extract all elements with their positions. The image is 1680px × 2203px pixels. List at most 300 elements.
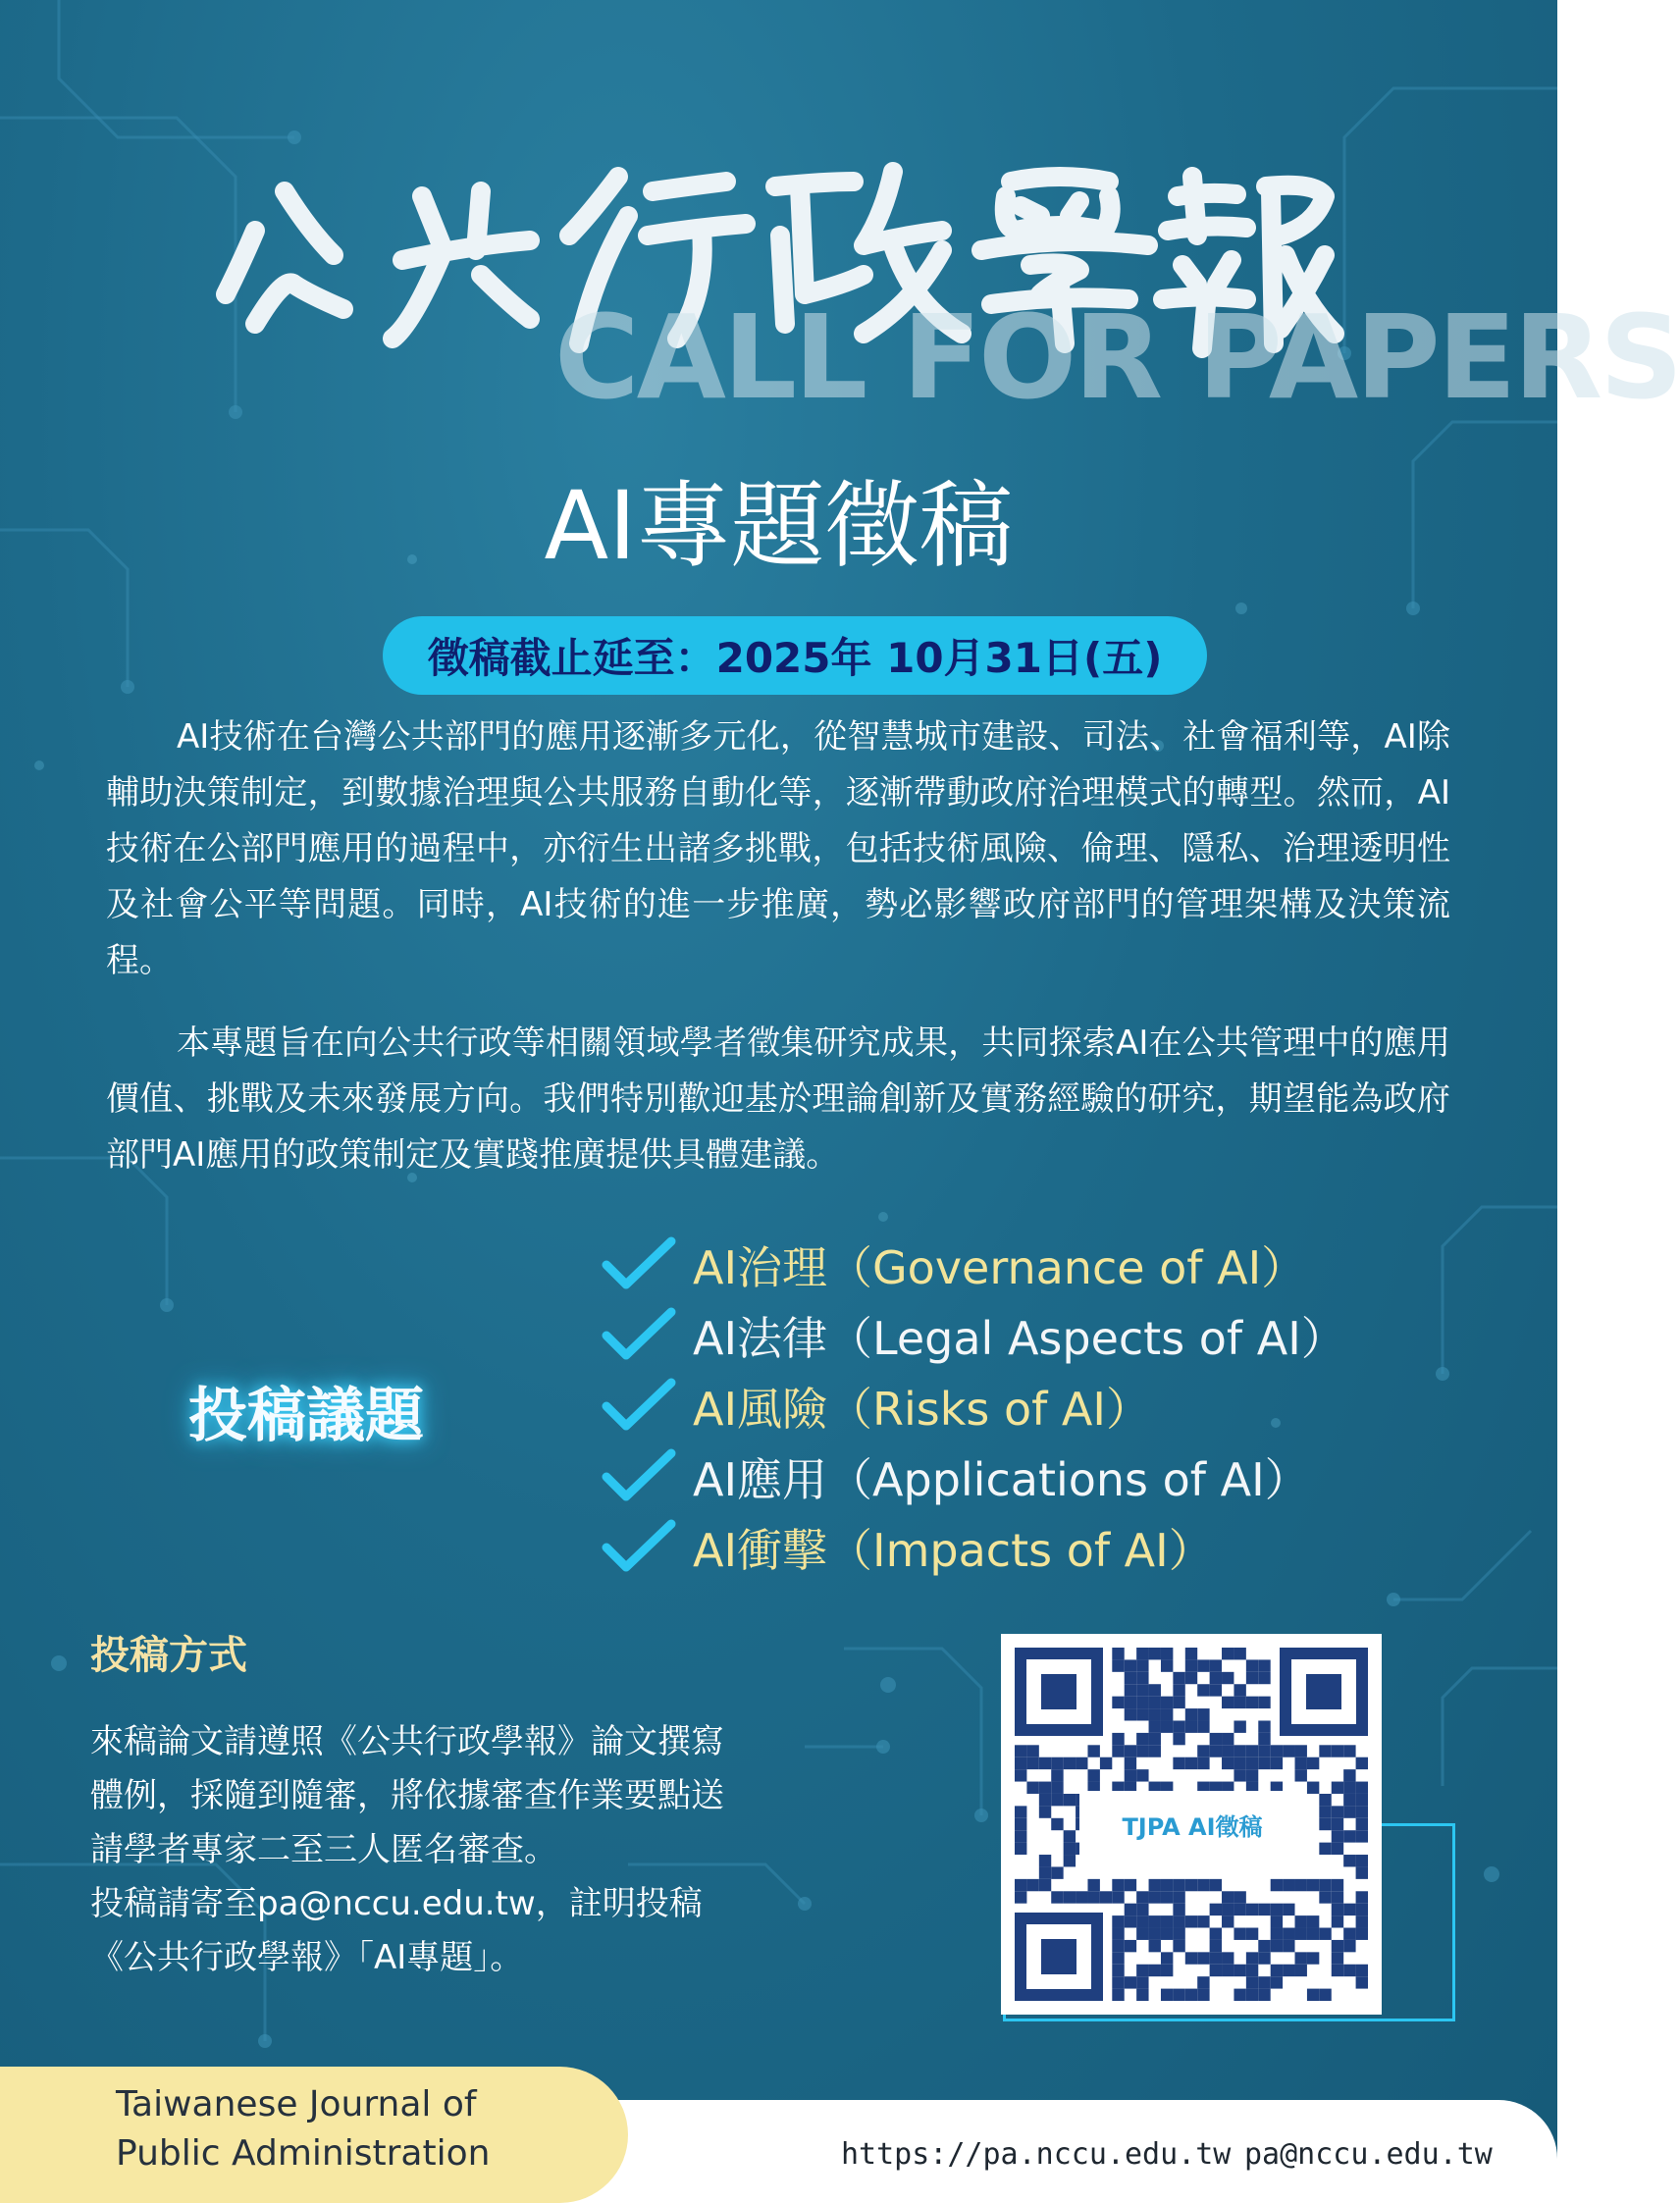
intro-paragraph-1 (106, 709, 1450, 989)
qr-module (1343, 1769, 1355, 1781)
qr-module (1343, 1928, 1355, 1940)
qr-module (1136, 1708, 1148, 1720)
qr-module (1271, 1976, 1283, 1988)
topics-list (601, 1230, 1346, 1583)
qr-module (1051, 1782, 1063, 1794)
qr-module (1234, 1989, 1245, 2001)
qr-module (1271, 1965, 1283, 1976)
qr-module (1222, 1697, 1234, 1708)
qr-module (1332, 1904, 1343, 1915)
website-link[interactable]: https://pa.nccu.edu.tw (841, 2137, 1232, 2172)
qr-module (1149, 1708, 1161, 1720)
qr-module (1125, 1757, 1136, 1769)
qr-module (1258, 1745, 1270, 1757)
qr-module (1271, 1879, 1283, 1891)
qr-module (1332, 1891, 1343, 1903)
qr-module (1112, 1879, 1124, 1891)
qr-module (1307, 1989, 1319, 2001)
qr-module (1125, 1879, 1136, 1891)
journal-name (116, 2080, 490, 2178)
qr-module (1161, 1648, 1173, 1659)
qr-module (1136, 1672, 1148, 1684)
qr-module (1112, 1940, 1124, 1952)
qr-module (1271, 1928, 1283, 1940)
qr-module (1136, 1904, 1148, 1915)
qr-module (1136, 1733, 1148, 1745)
qr-module (1283, 1745, 1294, 1757)
qr-module (1026, 1745, 1038, 1757)
qr-module (1210, 1659, 1222, 1671)
qr-module (1222, 1891, 1234, 1903)
qr-module (1087, 1879, 1099, 1891)
qr-module (1051, 1794, 1063, 1806)
qr-module (1319, 1745, 1331, 1757)
qr-module (1222, 1952, 1234, 1964)
qr-module (1173, 1989, 1184, 2001)
qr-module (1234, 1904, 1245, 1915)
submission-line: 來稿論文請遵照《公共行政學報》論文撰寫 (90, 1722, 724, 1761)
topic-text: AI法律（Legal Aspects of AI） (693, 1312, 1346, 1365)
qr-module (1283, 1940, 1294, 1952)
qr-module (1161, 1659, 1173, 1671)
qr-module (1185, 1708, 1197, 1720)
qr-module (1246, 1672, 1258, 1684)
qr-module (1271, 1915, 1283, 1927)
qr-module (1332, 1830, 1343, 1842)
qr-module (1258, 1659, 1270, 1671)
qr-module (1283, 1965, 1294, 1976)
call-for-papers-heading: CALL FOR PAPERS (554, 289, 1680, 425)
qr-module (1258, 1976, 1270, 1988)
qr-module (1197, 1879, 1209, 1891)
qr-module (1258, 1733, 1270, 1745)
qr-module (1271, 1745, 1283, 1757)
qr-module (1246, 1769, 1258, 1781)
qr-module (1136, 1745, 1148, 1757)
qr-module (1185, 1648, 1197, 1659)
qr-module (1125, 1672, 1136, 1684)
qr-module (1283, 1928, 1294, 1940)
check-icon (601, 1377, 677, 1436)
topics-label: 投稿議題 (188, 1382, 424, 1450)
qr-module (1307, 1782, 1319, 1794)
qr-module (1356, 1830, 1368, 1842)
qr-module (1039, 1782, 1051, 1794)
qr-module (1332, 1965, 1343, 1976)
qr-module (1173, 1757, 1184, 1769)
qr-module (1295, 1928, 1307, 1940)
check-icon (601, 1306, 677, 1365)
qr-module (1136, 1928, 1148, 1940)
qr-module (1064, 1794, 1076, 1806)
qr-module (1234, 1697, 1245, 1708)
qr-module (1356, 1866, 1368, 1878)
qr-module (1015, 1879, 1026, 1891)
qr-module (1222, 1757, 1234, 1769)
qr-module (1356, 1965, 1368, 1976)
qr-module (1112, 1976, 1124, 1988)
qr-module (1307, 1757, 1319, 1769)
qr-module (1222, 1965, 1234, 1976)
qr-module (1136, 1989, 1148, 2001)
qr-module (1222, 1733, 1234, 1745)
qr-module (1332, 1843, 1343, 1855)
qr-module (1161, 1879, 1173, 1891)
qr-module (1222, 1915, 1234, 1927)
email-link[interactable]: pa@nccu.edu.tw (1244, 2137, 1493, 2172)
qr-module (1343, 1794, 1355, 1806)
qr-module (1307, 1915, 1319, 1927)
qr-module (1125, 1940, 1136, 1952)
qr-module (1197, 1952, 1209, 1964)
topic-item (601, 1300, 1346, 1371)
qr-module (1161, 1891, 1173, 1903)
qr-module (1319, 1879, 1331, 1891)
qr-module (1234, 1720, 1245, 1732)
submission-line: 請學者專家二至三人匿名審查。 (90, 1830, 557, 1869)
topic-item (601, 1442, 1346, 1512)
topic-text: AI治理（Governance of AI） (693, 1241, 1307, 1294)
qr-module (1234, 1757, 1245, 1769)
qr-module (1173, 1697, 1184, 1708)
qr-module (1343, 1904, 1355, 1915)
qr-module (1197, 1976, 1209, 1988)
submission-line: 體例，採隨到隨審，將依據審查作業要點送 (90, 1776, 724, 1815)
topic-text: AI應用（Applications of AI） (693, 1453, 1310, 1506)
qr-module (1125, 1915, 1136, 1927)
qr-module (1112, 1659, 1124, 1671)
qr-module (1039, 1757, 1051, 1769)
qr-module (1039, 1879, 1051, 1891)
topic-item (601, 1230, 1346, 1300)
qr-module (1343, 1782, 1355, 1794)
qr-module (1015, 1745, 1026, 1757)
qr-module (1343, 1830, 1355, 1842)
journal-name-line-2: Public Administration (116, 2133, 491, 2174)
deadline-badge: 徵稿截止延至：2025年 10月31日(五) (383, 616, 1207, 695)
qr-module (1356, 1928, 1368, 1940)
qr-module (1332, 1818, 1343, 1830)
qr-module (1149, 1940, 1161, 1952)
qr-module (1332, 1940, 1343, 1952)
qr-module (1015, 1818, 1026, 1830)
qr-module (1173, 1672, 1184, 1684)
qr-module (1356, 1782, 1368, 1794)
qr-module (1197, 1745, 1209, 1757)
qr-module (1149, 1733, 1161, 1745)
qr-module (1051, 1818, 1063, 1830)
qr-module (1197, 1915, 1209, 1927)
qr-module (1295, 1915, 1307, 1927)
qr-module (1015, 1843, 1026, 1855)
qr-module (1161, 1915, 1173, 1927)
qr-module (1149, 1965, 1161, 1976)
qr-module (1015, 1806, 1026, 1817)
qr-module (1051, 1757, 1063, 1769)
qr-module (1064, 1830, 1076, 1842)
qr-module (1112, 1928, 1124, 1940)
qr-module (1319, 1928, 1331, 1940)
qr-module (1295, 1879, 1307, 1891)
qr-module (1210, 1940, 1222, 1952)
qr-module (1343, 1745, 1355, 1757)
qr-module (1246, 1976, 1258, 1988)
submission-line: 《公共行政學報》「AI專題」。 (90, 1938, 524, 1977)
qr-module (1076, 1891, 1087, 1903)
qr-module (1136, 1965, 1148, 1976)
qr-module (1173, 1904, 1184, 1915)
qr-module (1319, 1891, 1331, 1903)
qr-module (1039, 1794, 1051, 1806)
qr-module (1234, 1928, 1245, 1940)
qr-module (1185, 1952, 1197, 1964)
qr-module (1161, 1965, 1173, 1976)
qr-module (1173, 1915, 1184, 1927)
qr-module (1246, 1904, 1258, 1915)
qr-module (1258, 1952, 1270, 1964)
qr-module (1246, 1989, 1258, 2001)
qr-module (1307, 1928, 1319, 1940)
qr-module (1112, 1745, 1124, 1757)
qr-module (1015, 1830, 1026, 1842)
qr-module (1039, 1855, 1051, 1866)
qr-module (1210, 1672, 1222, 1684)
qr-module (1026, 1782, 1038, 1794)
qr-module (1210, 1684, 1222, 1696)
qr-module (1161, 1708, 1173, 1720)
qr-module (1149, 1879, 1161, 1891)
qr-module (1136, 1648, 1148, 1659)
qr-module (1210, 1965, 1222, 1976)
qr-module (1271, 1940, 1283, 1952)
qr-module (1149, 1928, 1161, 1940)
qr-module (1185, 1915, 1197, 1927)
qr-module (1258, 1989, 1270, 2001)
qr-module (1332, 1745, 1343, 1757)
qr-module (1112, 1989, 1124, 2001)
page-title: AI專題徵稿 (544, 471, 1014, 581)
intro-text-1: AI技術在台灣公共部門的應用逐漸多元化，從智慧城市建設、司法、社會福利等，AI除輔助決策制定，到數據治理與公共服務自動化等，逐漸帶動政府治理模式的轉型。然而，AI技術在公部門應用的過程中，亦衍生出諸多挑戰，包括技術風險、倫理、隱私、治理透明性及社會公平等問題。同時，AI技術的進一步推廣，勢必影響政府部門的管理架構及決策流程。 (106, 717, 1450, 980)
qr-module (1185, 1989, 1197, 2001)
qr-module (1112, 1733, 1124, 1745)
qr-module (1161, 1928, 1173, 1940)
qr-module (1319, 1843, 1331, 1855)
qr-module (1125, 1708, 1136, 1720)
qr-code[interactable] (1001, 1634, 1382, 2015)
qr-module (1258, 1940, 1270, 1952)
qr-module (1112, 1965, 1124, 1976)
qr-module (1295, 1965, 1307, 1976)
qr-module (1064, 1891, 1076, 1903)
qr-module (1161, 1720, 1173, 1732)
qr-module (1149, 1648, 1161, 1659)
qr-module (1161, 1952, 1173, 1964)
qr-module (1100, 1891, 1112, 1903)
qr-module (1332, 1952, 1343, 1964)
qr-module (1307, 1879, 1319, 1891)
qr-module (1234, 1648, 1245, 1659)
qr-module (1087, 1745, 1099, 1757)
qr-module (1051, 1866, 1063, 1878)
qr-module (1064, 1855, 1076, 1866)
intro-paragraph-2 (106, 1016, 1450, 1183)
qr-module (1125, 1976, 1136, 1988)
qr-module (1234, 1745, 1245, 1757)
qr-module (1295, 1952, 1307, 1964)
qr-module (1100, 1757, 1112, 1769)
qr-module (1246, 1757, 1258, 1769)
qr-module (1258, 1672, 1270, 1684)
check-icon (601, 1447, 677, 1506)
qr-module (1112, 1697, 1124, 1708)
qr-module (1332, 1879, 1343, 1891)
qr-module (1356, 1915, 1368, 1927)
qr-module (1076, 1757, 1087, 1769)
qr-module (1356, 1891, 1368, 1903)
qr-module (1125, 1745, 1136, 1757)
intro-text-2: 本專題旨在向公共行政等相關領域學者徵集研究成果，共同探索AI在公共管理中的應用價值、挑戰及未來發展方向。我們特別歡迎基於理論創新及實務經驗的研究，期望能為政府部門AI應用的政策制定及實踐推廣提供具體建議。 (106, 1023, 1450, 1175)
qr-module (1319, 1794, 1331, 1806)
qr-module (1197, 1720, 1209, 1732)
qr-module (1136, 1769, 1148, 1781)
qr-module (1149, 1891, 1161, 1903)
qr-module (1283, 1879, 1294, 1891)
qr-module (1234, 1769, 1245, 1781)
qr-module (1356, 1818, 1368, 1830)
qr-module (1185, 1672, 1197, 1684)
qr-module (1173, 1733, 1184, 1745)
qr-module (1136, 1659, 1148, 1671)
qr-module (1332, 1915, 1343, 1927)
qr-module (1343, 1806, 1355, 1817)
qr-module (1136, 1697, 1148, 1708)
qr-module (1283, 1904, 1294, 1915)
submission-line: 投稿請寄至pa@nccu.edu.tw，註明投稿 (90, 1884, 703, 1923)
qr-module (1173, 1891, 1184, 1903)
submission-title: 投稿方式 (90, 1633, 247, 1678)
qr-module (1210, 1745, 1222, 1757)
qr-module (1295, 1745, 1307, 1757)
qr-module (1185, 1879, 1197, 1891)
qr-module (1210, 1879, 1222, 1891)
qr-module (1210, 1928, 1222, 1940)
qr-module (1343, 1940, 1355, 1952)
qr-module (1210, 1952, 1222, 1964)
qr-module (1210, 1904, 1222, 1915)
qr-module (1149, 1720, 1161, 1732)
qr-module (1319, 1806, 1331, 1817)
qr-module (1210, 1733, 1222, 1745)
qr-module (1112, 1952, 1124, 1964)
qr-module (1295, 1757, 1307, 1769)
qr-module (1161, 1697, 1173, 1708)
qr-module (1356, 1806, 1368, 1817)
qr-module (1258, 1697, 1270, 1708)
submission-instructions (90, 1715, 836, 1985)
qr-module (1197, 1684, 1209, 1696)
qr-module (1246, 1965, 1258, 1976)
qr-module (1258, 1720, 1270, 1732)
qr-module (1026, 1879, 1038, 1891)
check-icon (601, 1235, 677, 1294)
qr-module (1185, 1659, 1197, 1671)
topic-item (601, 1512, 1346, 1583)
qr-module (1185, 1720, 1197, 1732)
topic-item (601, 1371, 1346, 1442)
qr-module (1149, 1745, 1161, 1757)
qr-module (1197, 1659, 1209, 1671)
qr-module (1356, 1757, 1368, 1769)
qr-module (1112, 1891, 1124, 1903)
qr-module (1064, 1843, 1076, 1855)
qr-module (1015, 1891, 1026, 1903)
qr-module (1246, 1697, 1258, 1708)
qr-module (1246, 1928, 1258, 1940)
qr-module (1343, 1855, 1355, 1866)
qr-module (1149, 1684, 1161, 1696)
qr-module (1356, 1794, 1368, 1806)
topic-text: AI衝擊（Impacts of AI） (693, 1524, 1214, 1577)
qr-module (1136, 1684, 1148, 1696)
qr-module (1173, 1879, 1184, 1891)
qr-module (1222, 1904, 1234, 1915)
qr-module (1125, 1904, 1136, 1915)
journal-name-line-1: Taiwanese Journal of (116, 2084, 477, 2124)
qr-module (1246, 1659, 1258, 1671)
qr-module (1246, 1745, 1258, 1757)
qr-module (1051, 1891, 1063, 1903)
qr-module (1064, 1757, 1076, 1769)
qr-module (1258, 1757, 1270, 1769)
qr-module (1222, 1672, 1234, 1684)
qr-module (1295, 1769, 1307, 1781)
qr-module (1136, 1915, 1148, 1927)
qr-module (1185, 1757, 1197, 1769)
qr-module (1149, 1697, 1161, 1708)
qr-module (1039, 1806, 1051, 1817)
qr-module (1356, 1904, 1368, 1915)
qr-module (1197, 1708, 1209, 1720)
qr-module (1161, 1989, 1173, 2001)
qr-module (1234, 1684, 1245, 1696)
qr-module (1112, 1915, 1124, 1927)
qr-module (1173, 1684, 1184, 1696)
qr-module (1112, 1648, 1124, 1659)
qr-module (1246, 1952, 1258, 1964)
qr-module (1258, 1904, 1270, 1915)
qr-module (1222, 1648, 1234, 1659)
qr-module (1234, 1891, 1245, 1903)
qr-module (1149, 1915, 1161, 1927)
qr-module (1015, 1769, 1026, 1781)
qr-module (1039, 1866, 1051, 1878)
qr-module (1332, 1806, 1343, 1817)
check-icon (601, 1518, 677, 1577)
qr-module (1125, 1659, 1136, 1671)
qr-module (1319, 1989, 1331, 2001)
qr-module (1136, 1976, 1148, 1988)
qr-module (1087, 1769, 1099, 1781)
qr-label: TJPA AI徵稿 (1079, 1791, 1305, 1858)
qr-module (1026, 1757, 1038, 1769)
qr-module (1125, 1684, 1136, 1696)
qr-module (1197, 1757, 1209, 1769)
qr-module (1125, 1697, 1136, 1708)
qr-module (1015, 1757, 1026, 1769)
qr-module (1125, 1769, 1136, 1781)
qr-module (1271, 1904, 1283, 1915)
qr-module (1087, 1891, 1099, 1903)
